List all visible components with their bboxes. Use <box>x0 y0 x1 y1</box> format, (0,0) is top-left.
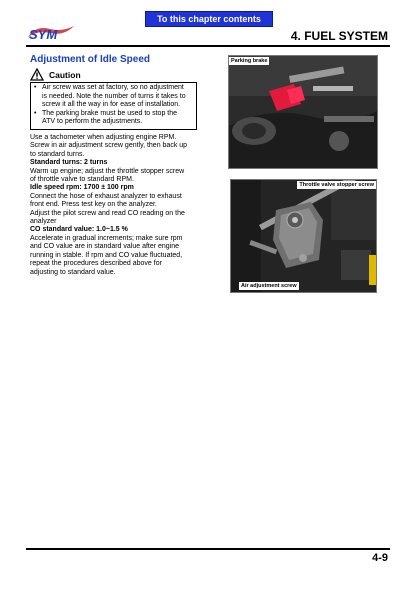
body-line: adjusting to standard value. <box>30 268 116 276</box>
bullet-icon: • <box>34 109 37 117</box>
page-number: 4-9 <box>372 552 388 564</box>
air-adjust-screw-label: Air adjustment screw <box>241 283 297 289</box>
body-line: analyzer <box>30 218 57 226</box>
body-line: Connect the hose of exhaust analyzer to exhaust <box>30 192 182 200</box>
body-line: running in stable. If rpm and CO value fluctuated, <box>30 251 183 259</box>
header-rule <box>26 45 390 47</box>
body-line: front end. Press test key on the analyzer. <box>30 201 157 209</box>
throttle-stopper-label: Throttle valve stopper screw <box>299 182 374 188</box>
section-title: Adjustment of Idle Speed <box>30 54 151 65</box>
caution-line: is needed. Note the number of turns it takes to <box>42 92 186 100</box>
caution-line: Air screw was set at factory, so no adjustment <box>42 84 184 91</box>
chapter-title: 4. FUEL SYSTEM <box>290 29 388 43</box>
body-line: Screw in air adjustment screw gently, then back up <box>30 142 188 150</box>
parking-brake-label: Parking brake <box>231 58 268 64</box>
svg-text:SYM: SYM <box>29 27 58 42</box>
spec-co-value: CO standard value: 1.0~1.5 % <box>30 226 128 234</box>
carburetor-photo <box>230 179 377 293</box>
caution-line: The parking brake must be used to stop the <box>42 109 178 117</box>
warning-icon <box>30 68 44 81</box>
parking-brake-photo <box>228 55 378 169</box>
caution-heading <box>30 68 81 81</box>
caution-label: Caution <box>49 69 81 80</box>
body-line: Adjust the pilot screw and read CO reading on the <box>30 209 185 217</box>
body-line: Use a tachometer when adjusting engine RPM. <box>30 134 177 141</box>
spec-idle-speed: Idle speed rpm: 1700 ± 100 rpm <box>30 184 134 192</box>
body-line: of throttle valve to standard RPM. <box>30 176 134 184</box>
body-line: and CO value are in standard value after engine <box>30 243 180 251</box>
chapter-contents-link[interactable]: To this chapter contents <box>145 11 273 27</box>
caution-item <box>34 110 193 127</box>
caution-box <box>30 82 197 130</box>
caution-line: screw it all the way in for ease of installation. <box>42 101 181 109</box>
spec-standard-turns: Standard turns: 2 turns <box>30 159 108 167</box>
body-line: to standard turns. <box>30 150 85 158</box>
bullet-icon: • <box>34 84 37 91</box>
body-line: Accelerate in gradual increments; make sure rpm <box>30 234 183 242</box>
body-line: Warm up engine; adjust the throttle stopper screw <box>30 167 185 175</box>
footer-rule <box>26 548 390 550</box>
caution-line: ATV to perform the adjustments. <box>42 118 143 126</box>
body-line: repeat the procedures described above for <box>30 260 162 268</box>
caution-item <box>34 84 193 110</box>
sym-logo <box>26 23 76 43</box>
procedure-text <box>30 134 205 277</box>
